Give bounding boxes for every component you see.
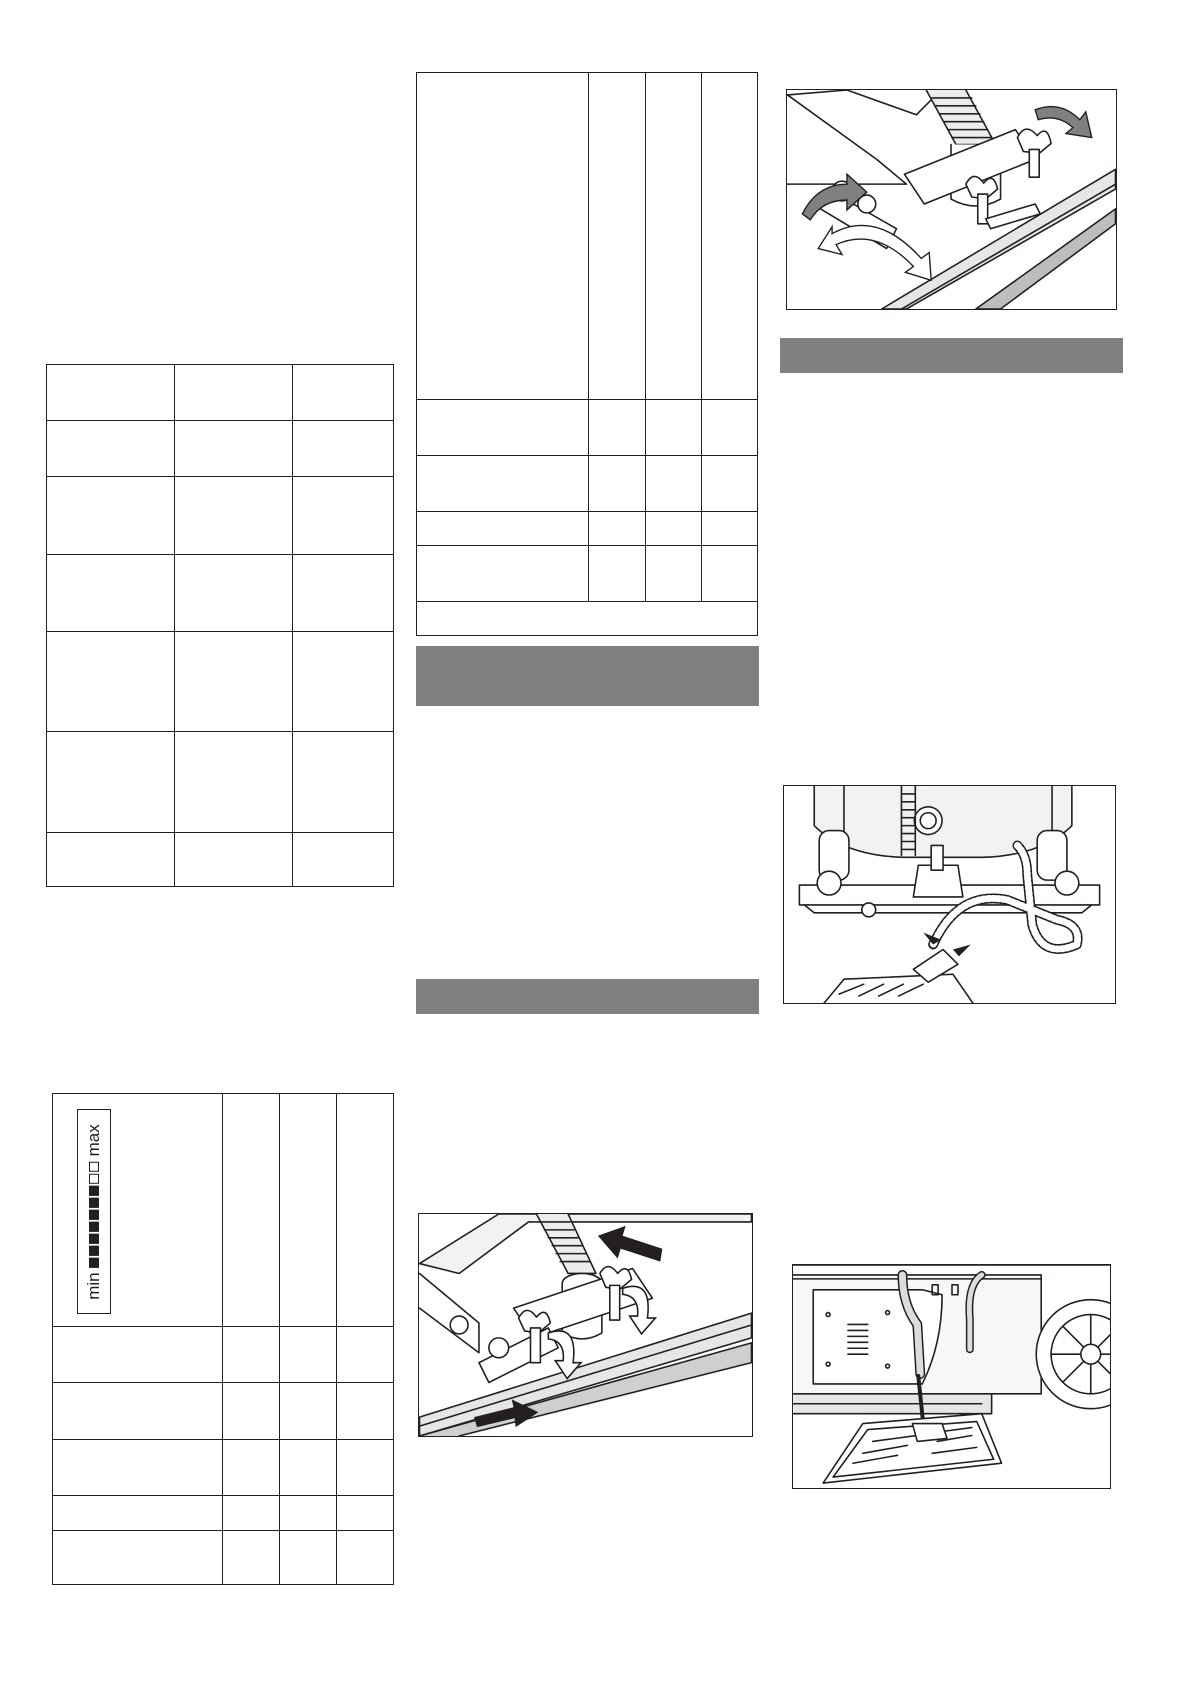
gauge-segment-empty <box>89 1161 99 1171</box>
suction-hose-drain-illustration-icon <box>784 786 1115 1003</box>
gauge-segment-filled <box>89 1233 99 1243</box>
gauge-segment-filled <box>89 1221 99 1231</box>
gauge-segment-filled <box>89 1209 99 1219</box>
gauge-segment-filled <box>89 1197 99 1207</box>
left-table-lower <box>52 1093 394 1585</box>
middle-table <box>416 72 758 636</box>
drain-hose-floor-grate-illustration-icon <box>793 1265 1110 1488</box>
level-gauge <box>77 1109 111 1314</box>
gauge-max-label: max <box>84 1123 103 1156</box>
gauge-segment-filled <box>89 1245 99 1255</box>
section-heading-bar-2 <box>416 979 759 1014</box>
gauge-min-label: min <box>84 1271 103 1300</box>
section-heading-bar-3 <box>780 338 1123 373</box>
gauge-segment-filled <box>89 1257 99 1267</box>
gauge-segments <box>84 1160 104 1268</box>
squeegee-wing-nut-illustration-icon <box>419 1214 752 1436</box>
left-table-upper <box>46 364 394 887</box>
squeegee-adjust-illustration-icon <box>787 90 1116 309</box>
gauge-segment-filled <box>89 1185 99 1195</box>
gauge-segment-empty <box>89 1173 99 1183</box>
drain-hose-figure <box>792 1264 1111 1489</box>
suction-hose-figure <box>783 785 1116 1004</box>
section-heading-bar-1 <box>416 646 759 706</box>
squeegee-tilt-figure <box>786 89 1117 310</box>
squeegee-mount-figure <box>418 1213 753 1437</box>
